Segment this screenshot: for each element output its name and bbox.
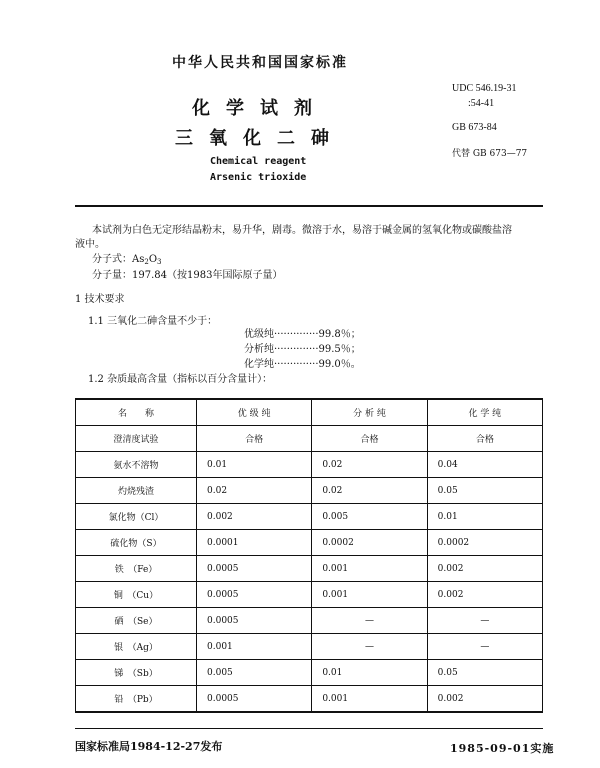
value-cell: 0.01 xyxy=(427,504,542,530)
table-row xyxy=(76,556,543,582)
section-heading: 1 技术要求 xyxy=(75,294,125,305)
formula-label: 分子式： xyxy=(92,254,132,265)
value-cell: 0.05 xyxy=(427,478,542,504)
udc-code-line1: UDC 546.19-31 xyxy=(452,83,517,94)
value-cell: 0.001 xyxy=(197,634,312,660)
table-row xyxy=(76,634,543,660)
item-name-cell: 硒 （Se） xyxy=(76,608,197,634)
table-row xyxy=(76,478,543,504)
implementation-date: 1985-09-01实施 xyxy=(450,742,555,755)
formula-o: O xyxy=(148,254,158,265)
col-header-cp: 化 学 纯 xyxy=(427,399,542,426)
value-cell: 0.001 xyxy=(312,686,427,713)
value-cell: 0.002 xyxy=(427,686,542,713)
value-cell: 合格 xyxy=(197,426,312,452)
item-name-cell: 铁 （Fe） xyxy=(76,556,197,582)
col-header-name: 名 称 xyxy=(76,399,197,426)
item-name-cell: 氯化物（Cl） xyxy=(76,504,197,530)
header-divider xyxy=(75,205,543,207)
value-cell: 0.001 xyxy=(312,582,427,608)
value-cell: 0.04 xyxy=(427,452,542,478)
formula-o-sub: 3 xyxy=(157,258,162,266)
value-cell: 0.01 xyxy=(312,660,427,686)
issue-date: 国家标准局1984-12-27发布 xyxy=(75,740,223,753)
table-row xyxy=(76,530,543,556)
formula-as: As xyxy=(132,254,145,265)
item-name-cell: 铅 （Pb） xyxy=(76,686,197,713)
udc-code-line2: :54-41 xyxy=(468,98,495,109)
gb-number: GB 673-84 xyxy=(452,122,497,133)
item-name-cell: 硫化物（S） xyxy=(76,530,197,556)
item-name-cell: 银 （Ag） xyxy=(76,634,197,660)
value-cell: — xyxy=(312,634,427,660)
replaces-standard: 代替 GB 673—77 xyxy=(452,149,528,159)
value-cell: 0.02 xyxy=(312,452,427,478)
value-cell: 0.005 xyxy=(312,504,427,530)
value-cell: 0.0005 xyxy=(197,582,312,608)
value-cell: 0.002 xyxy=(427,556,542,582)
table-row xyxy=(76,504,543,530)
value-cell: — xyxy=(427,634,542,660)
intro-line1: 本试剂为白色无定形结晶粉末，易升华，剧毒。微溶于水，易溶于碱金属的氢氧化物或碳酸盐溶 xyxy=(92,225,512,236)
table-header-row xyxy=(76,399,543,426)
table-row xyxy=(76,582,543,608)
col-header-ar: 分 析 纯 xyxy=(312,399,427,426)
table-row xyxy=(76,452,543,478)
footer-divider xyxy=(75,728,543,729)
chinese-title-line1: 化学试剂 xyxy=(192,98,328,119)
value-cell: 0.0005 xyxy=(197,608,312,634)
item-name-cell: 锑 （Sb） xyxy=(76,660,197,686)
value-cell: 0.02 xyxy=(312,478,427,504)
value-cell: — xyxy=(427,608,542,634)
grade-analytical: 分析纯··············99.5％； xyxy=(244,344,361,355)
value-cell: 0.0005 xyxy=(197,686,312,713)
subsection-1-1: 1.1 三氧化二砷含量不少于： xyxy=(88,316,218,327)
table-row xyxy=(76,608,543,634)
subsection-1-2: 1.2 杂质最高含量（指标以百分含量计）： xyxy=(88,374,273,385)
value-cell: 0.05 xyxy=(427,660,542,686)
value-cell: — xyxy=(312,608,427,634)
table-row xyxy=(76,426,543,452)
grade-chemical: 化学纯··············99.0％。 xyxy=(244,359,361,370)
formula-as-sub: 2 xyxy=(144,258,149,266)
value-cell: 0.0005 xyxy=(197,556,312,582)
english-title-line2: Arsenic trioxide xyxy=(210,172,307,183)
table-row xyxy=(76,660,543,686)
item-name-cell: 铜 （Cu） xyxy=(76,582,197,608)
grade-guaranteed: 优级纯··············99.8％； xyxy=(244,329,361,340)
item-name-cell: 澄清度试验 xyxy=(76,426,197,452)
intro-line2: 液中。 xyxy=(75,239,105,250)
value-cell: 合格 xyxy=(427,426,542,452)
value-cell: 0.0001 xyxy=(197,530,312,556)
impurity-table xyxy=(75,398,543,713)
value-cell: 合格 xyxy=(312,426,427,452)
chinese-title-line2: 三氧化二砷 xyxy=(175,128,345,149)
value-cell: 0.02 xyxy=(197,478,312,504)
value-cell: 0.0002 xyxy=(312,530,427,556)
molecular-mass: 分子量：197.84（按1983年国际原子量） xyxy=(92,270,283,281)
molecular-formula xyxy=(92,253,162,269)
col-header-gr: 优 级 纯 xyxy=(197,399,312,426)
value-cell: 0.0002 xyxy=(427,530,542,556)
item-name-cell: 氨水不溶物 xyxy=(76,452,197,478)
value-cell: 0.002 xyxy=(197,504,312,530)
item-name-cell: 灼烧残渣 xyxy=(76,478,197,504)
national-standard-header: 中华人民共和国国家标准 xyxy=(172,55,348,71)
value-cell: 0.01 xyxy=(197,452,312,478)
table-row xyxy=(76,686,543,713)
value-cell: 0.002 xyxy=(427,582,542,608)
value-cell: 0.001 xyxy=(312,556,427,582)
english-title-line1: Chemical reagent xyxy=(210,156,307,167)
value-cell: 0.005 xyxy=(197,660,312,686)
